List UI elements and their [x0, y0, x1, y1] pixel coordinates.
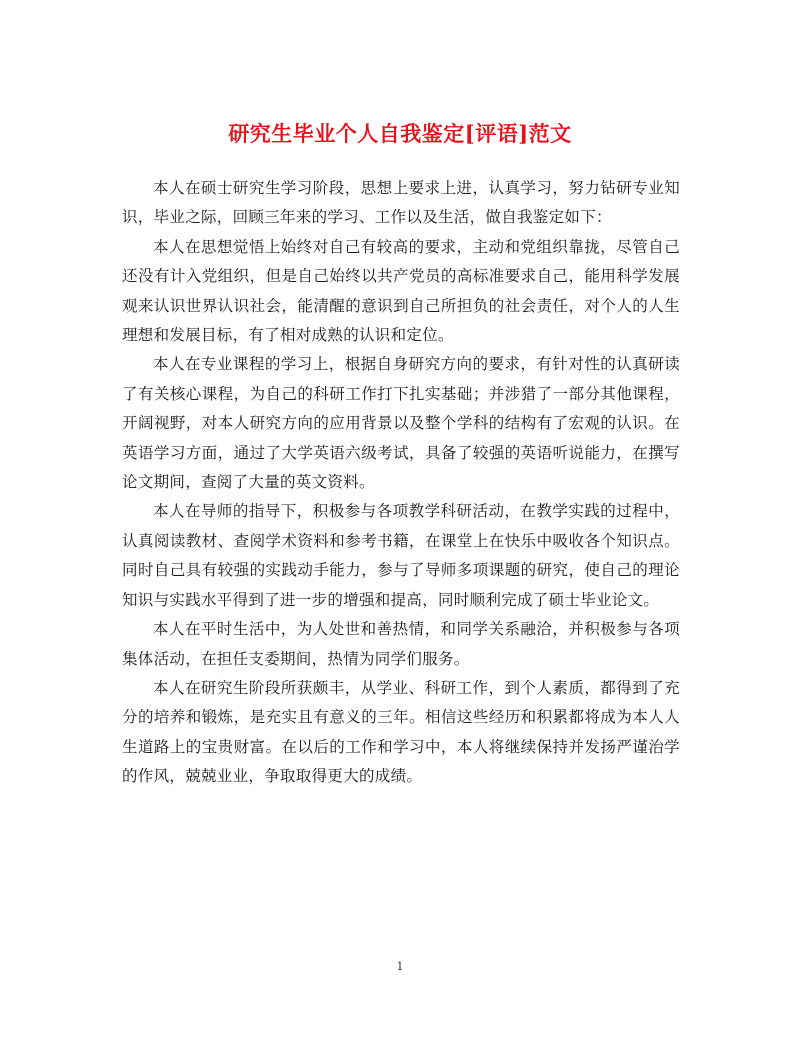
- paragraph-coursework: 本人在专业课程的学习上，根据自身研究方向的要求，有针对性的认真研读了有关核心课程，为自己的科研工作打下扎实基础；并涉猎了一部分其他课程，开阔视野，对本人研究方向的应用背景以及整个学科的结构有了宏观的认识。在英语学习方面，通过了大学英语六级考试，具备了较强的英语听说能力，在撰写论文期间，查阅了大量的英文资料。: [122, 355, 680, 492]
- paragraph-research: 本人在导师的指导下，积极参与各项教学科研活动，在教学实践的过程中，认真阅读教材、查阅学术资料和参考书籍，在课堂上在快乐中吸收各个知识点。同时自己具有较强的实践动手能力，参与了导师多项课题的研究，使自己的理论知识与实践水平得到了进一步的增强和提高，同时顺利完成了硕士毕业论文。: [122, 502, 680, 609]
- paragraph-daily-life: 本人在平时生活中，为人处世和善热情，和同学关系融洽，并积极参与各项集体活动，在担任支委期间，热情为同学们服务。: [122, 620, 680, 668]
- document-body: [122, 174, 680, 792]
- paragraph-intro: 本人在硕士研究生学习阶段，思想上要求上进，认真学习，努力钻研专业知识，毕业之际，回顾三年来的学习、工作以及生活，做自我鉴定如下：: [122, 179, 680, 227]
- paragraph-conclusion: 本人在研究生阶段所获颇丰，从学业、科研工作，到个人素质，都得到了充分的培养和锻炼，是充实且有意义的三年。相信这些经历和积累都将成为本人人生道路上的宝贵财富。在以后的工作和学习中，本人将继续保持并发扬严谨治学的作风，兢兢业业，争取取得更大的成绩。: [122, 678, 680, 786]
- page-number: 1: [396, 960, 404, 973]
- document-title: 研究生毕业个人自我鉴定[评语]范文: [228, 121, 572, 147]
- paragraph-ideology: 本人在思想觉悟上始终对自己有较高的要求，主动和党组织靠拢，尽管自己还没有计入党组织，但是自己始终以共产党员的高标准要求自己，能用科学发展观来认识世界认识社会，能清醒的意识到自己所担负的社会责任，对个人的人生理想和发展目标，有了相对成熟的认识和定位。: [122, 237, 680, 345]
